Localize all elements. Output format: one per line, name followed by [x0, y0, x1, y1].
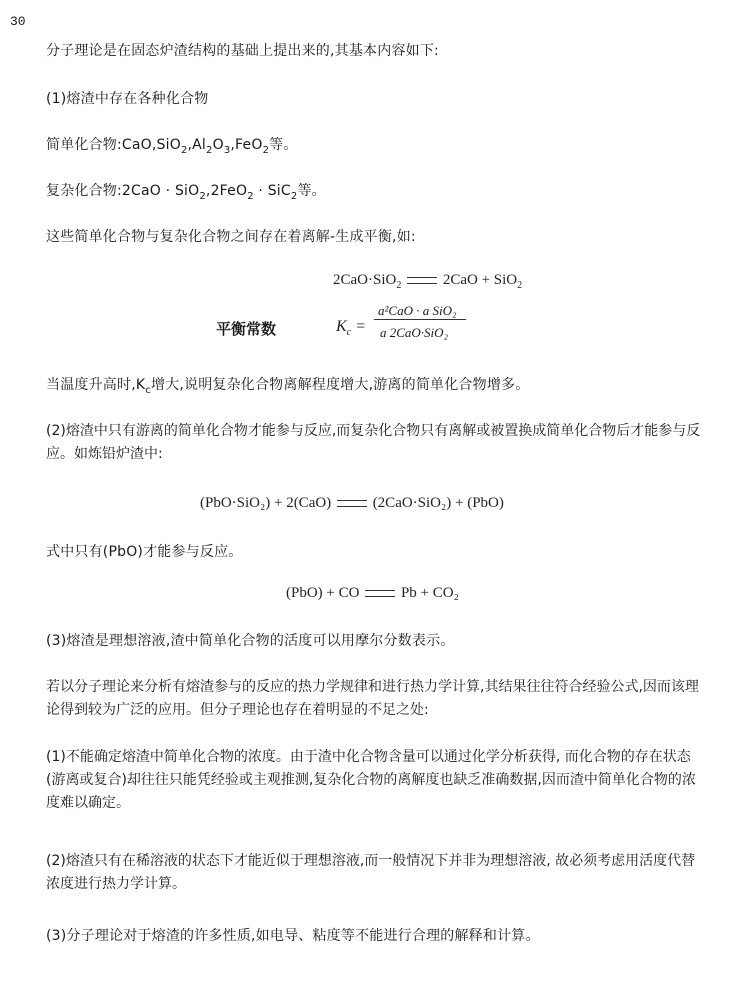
- kc-symbol-sub: c: [346, 327, 352, 339]
- point3-line: (3)熔渣是理想溶液,渣中简单化合物的活度可以用摩尔分数表示。: [46, 633, 455, 649]
- simple-compounds-line: [46, 134, 298, 156]
- kc-numerator: a²CaO · a SiO₂: [378, 303, 457, 318]
- temperature-line: [46, 374, 529, 396]
- eq1-left: 2CaO·SiO: [333, 272, 397, 288]
- complex-sic: · SiC: [253, 183, 291, 199]
- equation-dissociation: [333, 272, 522, 291]
- flaw3-line: (3)分子理论对于熔渣的许多性质,如电导、粘度等不能进行合理的解释和计算。: [46, 928, 540, 944]
- kc-fraction: [374, 303, 466, 347]
- temp-sub: c: [145, 384, 151, 396]
- page-number: 30: [10, 14, 26, 29]
- eq1-right-sub: 2: [517, 280, 523, 291]
- summary-paragraph: 若以分子理论来分析有熔渣参与的反应的热力学规律和进行热力学计算,其结果往往符合经验公式,因而该理论得到较为广泛的应用。但分子理论也存在着明显的不足之处:: [46, 679, 699, 718]
- eq2-left: (PbO·SiO₂) + 2(CaO): [200, 495, 332, 511]
- point1-title: (1)熔渣中存在各种化合物: [46, 91, 209, 107]
- complex-prefix: 复杂化合物:2CaO · SiO: [46, 183, 200, 199]
- equals-double-line-icon: [337, 500, 367, 507]
- complex-sub-3: 2: [290, 190, 298, 202]
- flaw2-paragraph: (2)熔渣只有在稀溶液的状态下才能近似于理想溶液,而一般情况下并非为理想溶液, 故必须考虑用活度代替浓度进行热力学计算。: [46, 853, 696, 892]
- simple-sub-2: 2: [206, 144, 213, 156]
- temp-part-b: 增大,说明复杂化合物离解程度增大,游离的简单化合物增多。: [150, 377, 530, 393]
- equation-lead-slag: [200, 495, 504, 512]
- equilibrium-arrow-icon: [407, 277, 437, 284]
- complex-mid: ,2FeO: [205, 183, 248, 199]
- kc-label: 平衡常数: [216, 320, 277, 338]
- complex-sub-1: 2: [199, 190, 206, 202]
- kc-denominator: a 2CaO·SiO₂: [380, 325, 449, 340]
- complex-end: 等。: [297, 183, 326, 199]
- kc-symbol-letter: K: [336, 318, 347, 335]
- eq2-note: 式中只有(PbO)才能参与反应。: [46, 544, 243, 560]
- kc-symbol: $K_c$ =: [336, 318, 366, 339]
- eq2-right: (2CaO·SiO₂) + (PbO): [372, 495, 504, 511]
- simple-o: O: [212, 137, 224, 153]
- simple-prefix: 简单化合物:CaO,SiO: [46, 137, 181, 153]
- eq3-left: (PbO) + CO: [286, 585, 360, 601]
- intro-paragraph: 分子理论是在固态炉渣结构的基础上提出来的,其基本内容如下:: [46, 43, 439, 59]
- eq1-right: 2CaO + SiO: [442, 272, 518, 288]
- simple-sub-4: 2: [262, 144, 270, 156]
- simple-end: 等。: [269, 137, 298, 153]
- eq1-left-sub: 2: [396, 280, 402, 291]
- equilibrium-intro: 这些简单化合物与复杂化合物之间存在着离解-生成平衡,如:: [46, 229, 416, 245]
- simple-sub-1: 2: [180, 144, 188, 156]
- eq3-right: Pb + CO₂: [400, 585, 459, 601]
- point2-paragraph: (2)熔渣中只有游离的简单化合物才能参与反应,而复杂化合物只有离解或被置换成简单化合物后才能参与反应。如炼铅炉渣中:: [46, 423, 701, 462]
- equals-double-line-icon-2: [365, 590, 395, 597]
- simple-mid: ,Al: [187, 137, 207, 153]
- complex-sub-2: 2: [247, 190, 254, 202]
- temp-part-a: 当温度升高时,K: [46, 377, 146, 393]
- flaw1-paragraph: (1)不能确定熔渣中简单化合物的浓度。由于渣中化合物含量可以通过化学分析获得, 而化合物的存在状态(游离或复合)却往往只能凭经验或主观推测,复杂化合物的离解度也缺乏准确数据,因而渣中简单化合物的浓度难以确定。: [46, 749, 696, 811]
- complex-compounds-line: [46, 180, 326, 202]
- simple-sub-3: 3: [223, 144, 231, 156]
- equation-pbo-reduction: [286, 585, 459, 602]
- fraction-bar: [374, 319, 466, 320]
- simple-feo: ,FeO: [230, 137, 263, 153]
